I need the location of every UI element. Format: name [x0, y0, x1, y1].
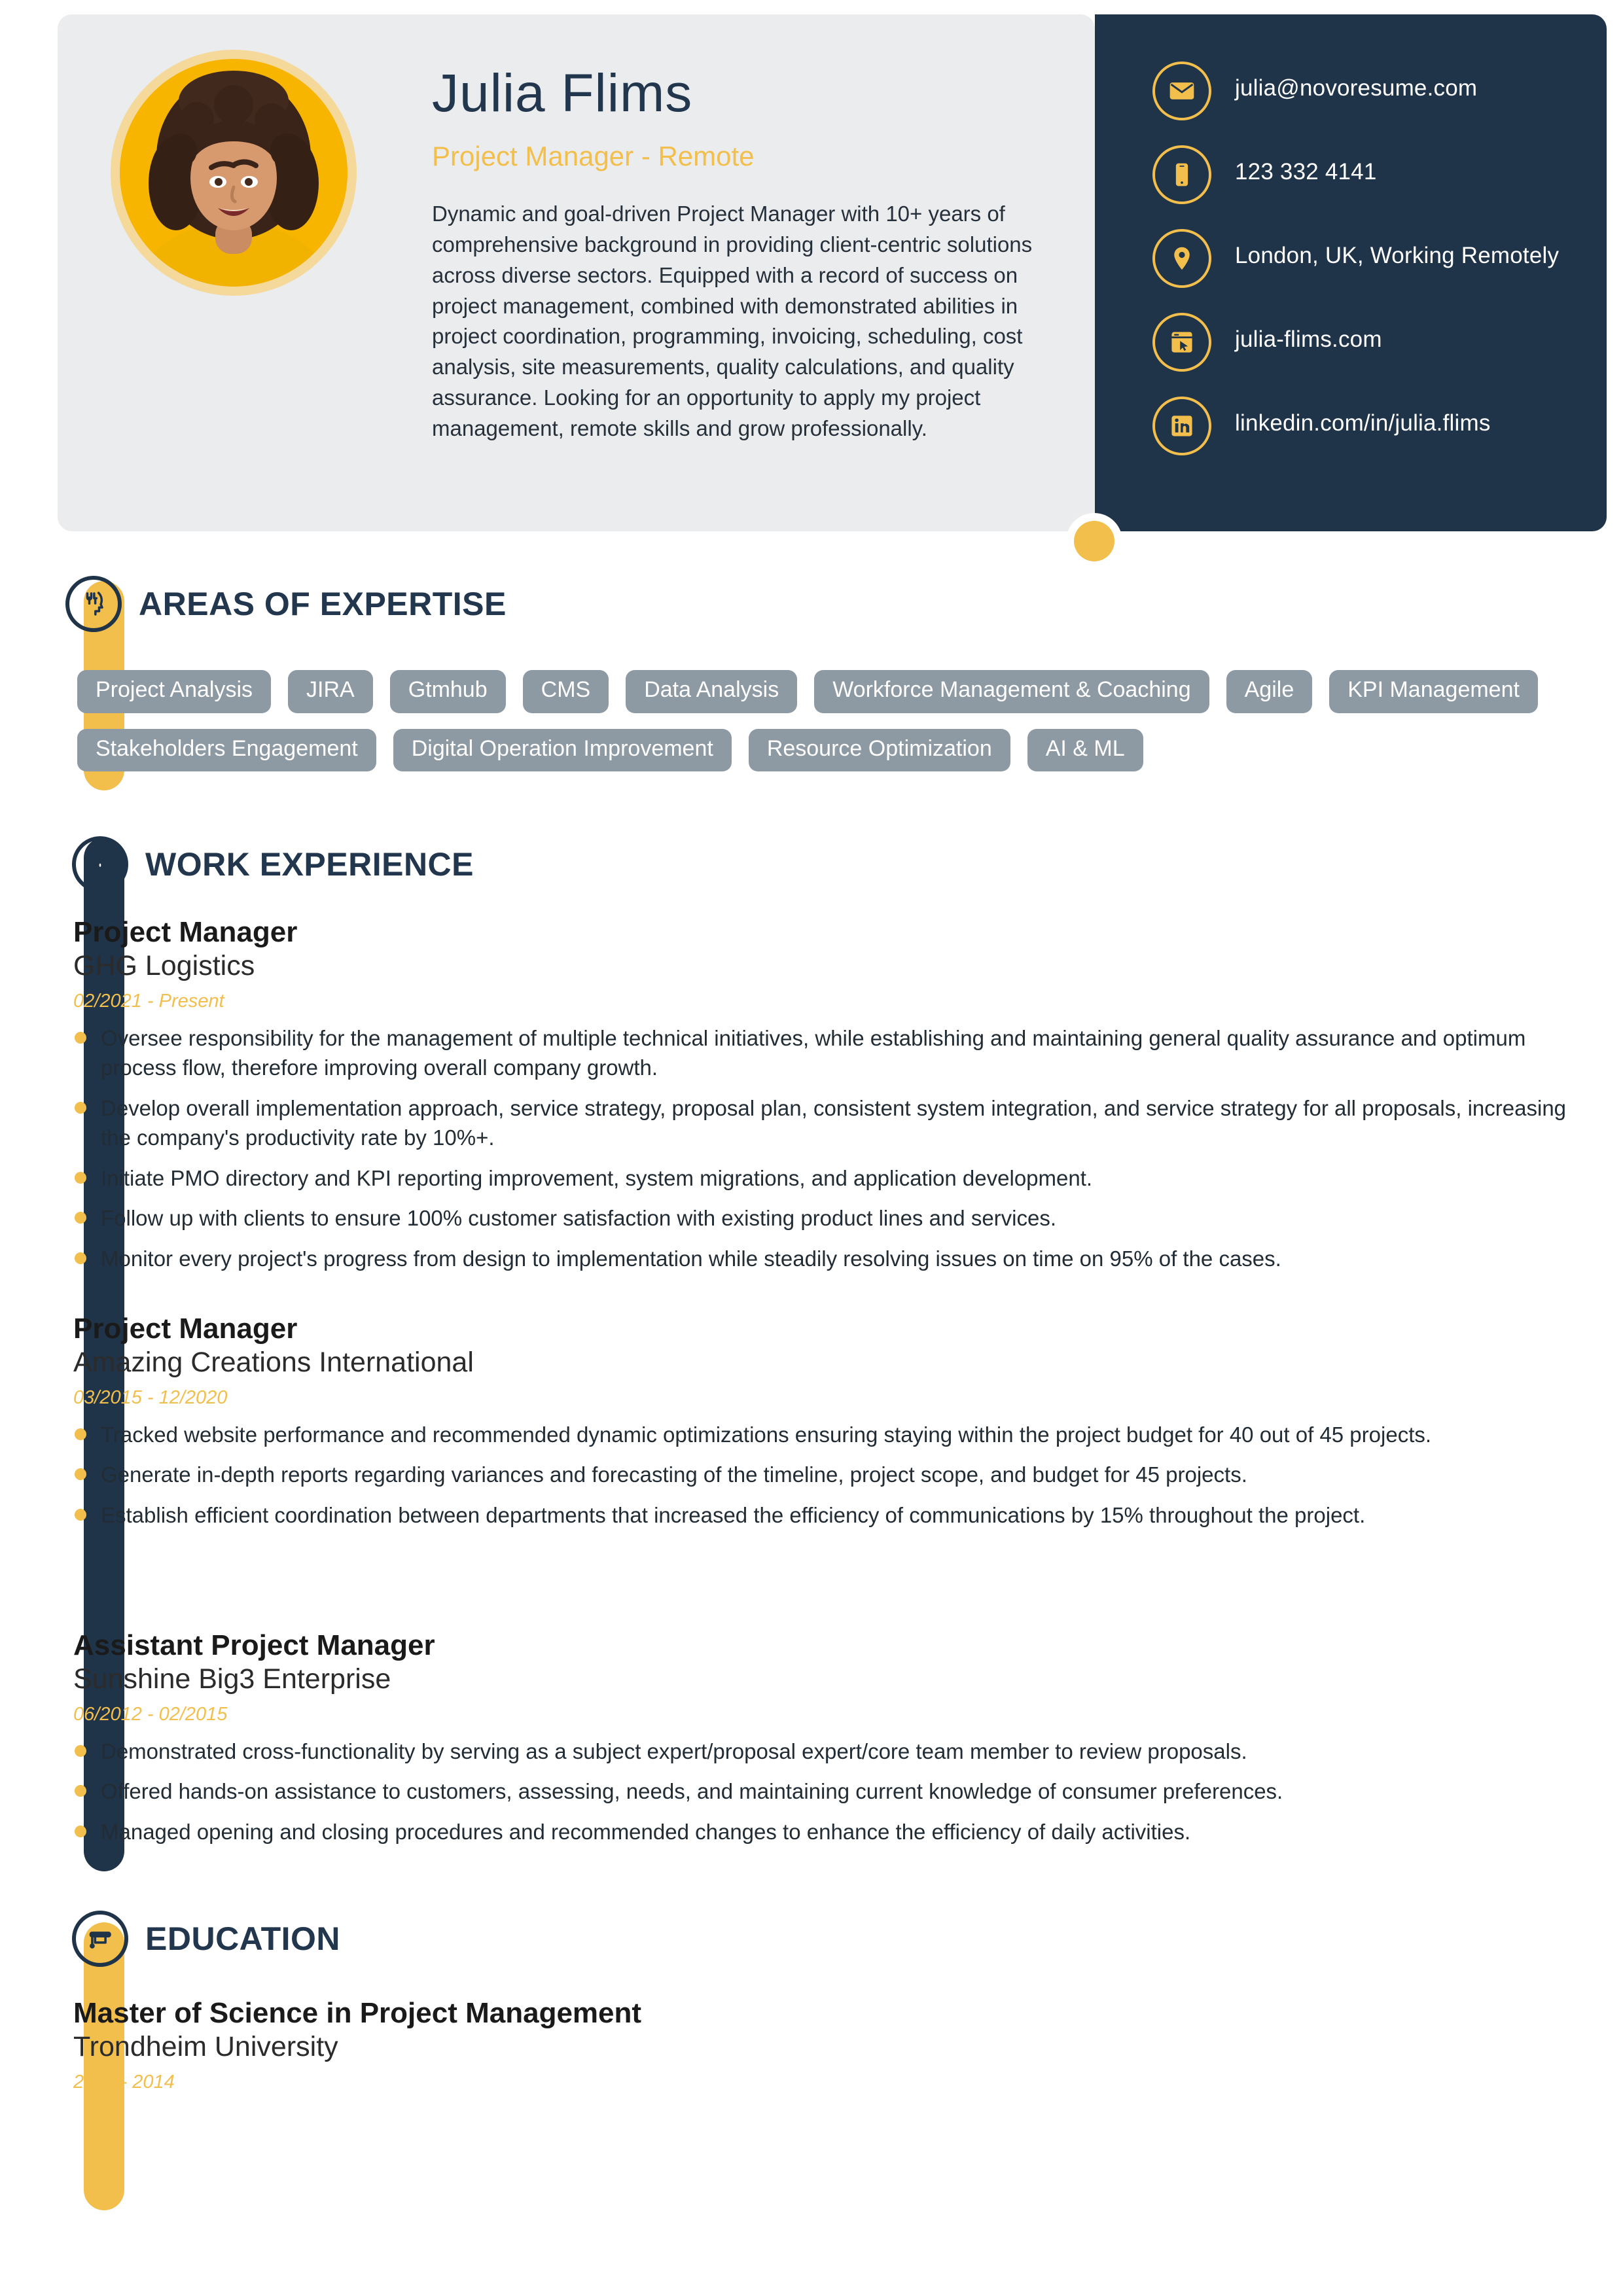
- tag-item[interactable]: AI & ML: [1027, 729, 1143, 772]
- linkedin-icon: [1152, 397, 1211, 455]
- entry-role: Project Manager: [73, 1313, 298, 1345]
- contact-value-location: London, UK, Working Remotely: [1235, 243, 1560, 268]
- summary-text: Dynamic and goal-driven Project Manager with 10+ years of comprehensive background in providing client-centric solutions across diverse sectors. Equipped with a record of success on project management, combined with demonstrated abilities in project coordination, programming, invoicing, scheduling, cost analysis, site measurements, quality calculations, and quality assurance. Looking for an opportunity to apply my project management, remote skills and grow professionally.: [432, 202, 1033, 441]
- tag-item[interactable]: Stakeholders Engagement: [77, 729, 376, 772]
- contact-row-email[interactable]: [1152, 62, 1611, 124]
- entry-dates: 2012 - 2014: [73, 2071, 175, 2093]
- tag-item[interactable]: Data Analysis: [626, 670, 797, 713]
- entry-org: Amazing Creations International: [73, 1347, 474, 1379]
- entry-dates: 06/2012 - 02/2015: [73, 1703, 228, 1725]
- tag-item[interactable]: Digital Operation Improvement: [393, 729, 732, 772]
- bullet-item: Develop overall implementation approach, service strategy, proposal plan, consistent system integration, and service strategy for all proposals, increasing the company's productivity rate by 10%+.: [73, 1093, 1592, 1153]
- accent-dot: [1074, 521, 1115, 561]
- tag-item[interactable]: CMS: [523, 670, 609, 713]
- briefcase-icon: [72, 836, 128, 892]
- bullet-item: Establish efficient coordination between departments that increased the efficiency of communications by 15% throughout the project.: [73, 1500, 1592, 1530]
- location-icon: [1152, 229, 1211, 288]
- entry-role: Project Manager: [73, 916, 298, 948]
- avatar: [120, 59, 348, 287]
- entry-role: Assistant Project Manager: [73, 1629, 435, 1661]
- section-header-expertise: [65, 576, 507, 632]
- tag-item[interactable]: Resource Optimization: [749, 729, 1010, 772]
- website-icon: [1152, 313, 1211, 372]
- contact-value-website: julia-flims.com: [1235, 327, 1382, 352]
- contact-row-website[interactable]: [1152, 313, 1611, 376]
- job-title: Project Manager - Remote: [432, 141, 755, 171]
- contact-list: [1152, 62, 1611, 480]
- bullet-item: Managed opening and closing procedures and recommended changes to enhance the efficiency of daily activities.: [73, 1817, 1592, 1847]
- tag-item[interactable]: Agile: [1226, 670, 1313, 713]
- section-header-education: [72, 1911, 340, 1967]
- entry-bullet-list: [73, 1023, 1592, 1274]
- entry-bullet-list: [73, 1420, 1592, 1530]
- tag-item[interactable]: Project Analysis: [77, 670, 271, 713]
- entry-bullet-list: [73, 1737, 1592, 1847]
- entry-org: Sunshine Big3 Enterprise: [73, 1663, 391, 1695]
- work-entry: [73, 916, 1592, 1284]
- bullet-item: Tracked website performance and recommended dynamic optimizations ensuring staying within the project budget for 40 out of 45 projects.: [73, 1420, 1592, 1450]
- bullet-item: Follow up with clients to ensure 100% customer satisfaction with existing product lines and services.: [73, 1203, 1592, 1233]
- bullet-item: Initiate PMO directory and KPI reporting improvement, system migrations, and application development.: [73, 1163, 1592, 1193]
- contact-row-phone[interactable]: [1152, 145, 1611, 208]
- entry-dates: 02/2021 - Present: [73, 990, 224, 1012]
- entry-dates: 03/2015 - 12/2020: [73, 1386, 228, 1408]
- bullet-item: Offered hands-on assistance to customers, assessing, needs, and maintaining current knowledge of consumer preferences.: [73, 1776, 1592, 1807]
- section-title-work: WORK EXPERIENCE: [145, 846, 474, 883]
- resume-header: [58, 14, 1607, 531]
- contact-value-email: julia@novoresume.com: [1235, 75, 1478, 101]
- entry-school: Trondheim University: [73, 2031, 338, 2063]
- email-icon: [1152, 62, 1211, 120]
- contact-row-linkedin[interactable]: [1152, 397, 1611, 459]
- education-entry: [73, 1997, 1592, 2094]
- bullet-item: Oversee responsibility for the management of multiple technical initiatives, while establishing and maintaining general quality assurance and optimum process flow, therefore improving overall company growth.: [73, 1023, 1592, 1083]
- section-title-expertise: AREAS OF EXPERTISE: [139, 586, 507, 622]
- page-title: Julia Flims: [432, 63, 693, 123]
- entry-degree: Master of Science in Project Management: [73, 1997, 642, 2029]
- expertise-tag-list: [77, 670, 1582, 771]
- section-header-work: [72, 836, 474, 892]
- contact-row-location[interactable]: [1152, 229, 1611, 292]
- tag-item[interactable]: JIRA: [288, 670, 373, 713]
- avatar-illustration: [120, 59, 348, 287]
- bullet-item: Demonstrated cross-functionality by serving as a subject expert/proposal expert/core team member to review proposals.: [73, 1737, 1592, 1767]
- contact-value-linkedin: linkedin.com/in/julia.flims: [1235, 410, 1491, 436]
- bullet-item: Generate in-depth reports regarding variances and forecasting of the timeline, project scope, and budget for 45 projects.: [73, 1460, 1592, 1490]
- head-with-tools-icon: [65, 576, 122, 632]
- contact-value-phone: 123 332 4141: [1235, 159, 1377, 185]
- section-title-education: EDUCATION: [145, 1920, 341, 1957]
- entry-org: GHG Logistics: [73, 950, 255, 982]
- tag-item[interactable]: Gtmhub: [390, 670, 506, 713]
- work-entry: [73, 1313, 1592, 1540]
- phone-icon: [1152, 145, 1211, 204]
- work-entry: [73, 1629, 1592, 1857]
- tag-item[interactable]: KPI Management: [1329, 670, 1538, 713]
- graduation-cap-icon: [72, 1911, 128, 1967]
- tag-item[interactable]: Workforce Management & Coaching: [814, 670, 1209, 713]
- bullet-item: Monitor every project's progress from design to implementation while steadily resolving issues on time on 95% of the cases.: [73, 1244, 1592, 1274]
